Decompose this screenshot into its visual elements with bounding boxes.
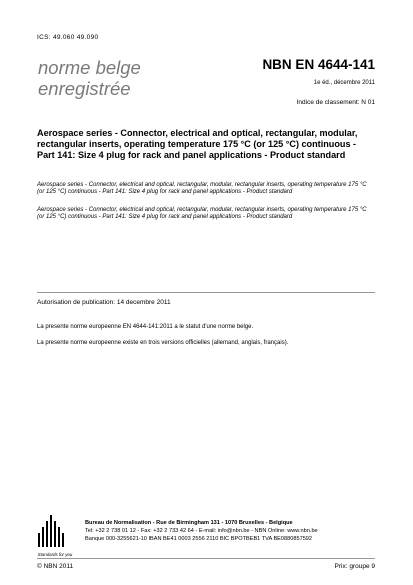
contact-bank: Banque 000-3255621-10 IBAN BE41 0003 2556 2110 BIC BPOTBEB1 TVA BE0880857592	[85, 536, 313, 542]
contact-address: Bureau de Normalisation - Rue de Birmingham 131 - 1070 Bruxelles - Belgique	[85, 520, 293, 526]
classification-index: Indice de classement: N 01	[296, 99, 375, 106]
norme-line-1: norme belge	[38, 57, 141, 78]
copyright: © NBN 2011	[37, 563, 74, 570]
versions-paragraph: La presente norme europeenne existe en trois versions officielles (allemand, anglais, français).	[37, 340, 289, 346]
logo-tagline: Standards for you	[37, 552, 73, 557]
standard-number: NBN EN 4644-141	[262, 57, 375, 72]
nbn-logo-icon	[36, 511, 70, 551]
title-translation-1: Aerospace series - Connector, electrical and optical, rectangular, modular, rectangular inserts, operating temperature 175 °C (or 125 °C) continuous - Part 141: Size 4 plug for rack and panel applications - Product standard	[37, 182, 367, 195]
title-translation-2: Aerospace series - Connector, electrical and optical, rectangular, modular, rectangular inserts, operating temperature 175 °C (or 125 °C) continuous - Part 141: Size 4 plug for rack and panel applications - Product standard	[37, 207, 367, 220]
ics-code: ICS: 49.060 49.090	[37, 34, 99, 41]
footer-divider	[37, 558, 375, 559]
divider	[37, 292, 375, 293]
norme-belge-heading	[38, 57, 141, 99]
edition-date: 1e éd., décembre 2011	[313, 80, 375, 86]
norme-line-2: enregistrée	[38, 78, 131, 99]
publication-authorisation: Autorisation de publication: 14 decembre 2011	[37, 299, 171, 306]
contact-phone: Tel: +32 2 738 01 12 - Fax: +32 2 733 42 64 - E-mail: info@nbn.be - NBN Online: www.nbn.be	[85, 528, 318, 534]
document-title: Aerospace series - Connector, electrical and optical, rectangular, modular, rectangular inserts, operating temperature 175 °C (or 125 °C) continuous - Part 141: Size 4 plug for rack and panel applications - Product standard	[37, 128, 358, 160]
status-paragraph: La presente norme europeenne EN 4644-141:2011 a le statut d'une norme belge.	[37, 324, 254, 330]
price-group: Prix: groupe 9	[334, 563, 375, 570]
